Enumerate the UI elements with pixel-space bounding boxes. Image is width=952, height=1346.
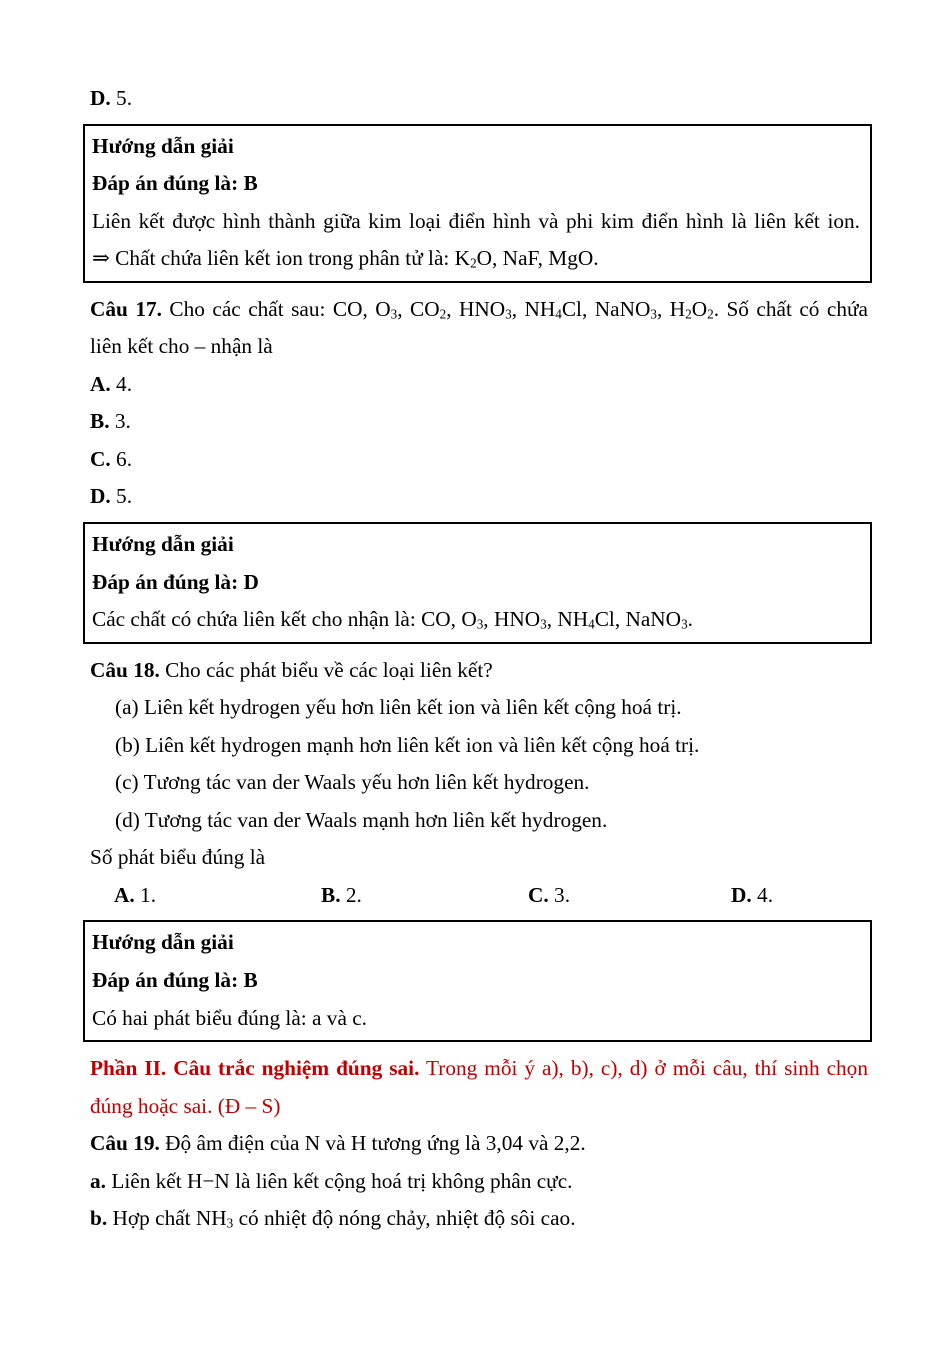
option-value: 6. xyxy=(116,446,133,471)
q18-option-a xyxy=(114,877,156,915)
option-value: 3. xyxy=(114,409,131,434)
question-17-text: Cho các chất sau: CO, $O_3$, $CO_2$, $HNO_3$, $NH_4Cl$, NaNO$_3$, $H_2O_2$. Số chất có chứa xyxy=(169,296,868,322)
question-17-line1 xyxy=(83,291,872,329)
item-text: Hợp chất $NH_3$ có nhiệt độ nóng chảy, nhiệt độ sôi cao. xyxy=(112,1206,576,1231)
option-value: 3. xyxy=(554,882,571,907)
solution-answer: Đáp án đúng là: D xyxy=(92,569,259,594)
solution-answer: Đáp án đúng là: B xyxy=(92,171,258,196)
option-label: B. xyxy=(321,882,341,907)
question-17-line2: liên kết cho – nhận là xyxy=(90,334,273,359)
solution-box-q16 xyxy=(83,124,872,283)
q19-item-b xyxy=(83,1200,872,1238)
part2-header-line1 xyxy=(83,1050,872,1088)
option-label: B. xyxy=(90,409,110,434)
option-value: 2. xyxy=(345,882,362,907)
solution-box-q18 xyxy=(83,920,872,1042)
q18-options-row xyxy=(83,877,872,915)
solution-box-q17 xyxy=(83,522,872,644)
solution-explanation: Liên kết được hình thành giữa kim loại điển hình và phi kim điển hình là liên kết ion. xyxy=(92,208,860,233)
item-label: a. xyxy=(90,1168,106,1193)
q18-option-b xyxy=(321,877,362,915)
prev-question-option-d xyxy=(83,80,872,118)
question-19-label: Câu 19. xyxy=(90,1131,160,1156)
option-label: C. xyxy=(90,446,111,471)
q18-option-c xyxy=(528,877,570,915)
q17-option-b xyxy=(83,403,872,441)
solution-explanation: Các chất có chứa liên kết cho nhận là: CO, $O_3$, $HNO_3$, $NH_4Cl$, NaNO$_3$. xyxy=(92,607,693,632)
part2-instruction: Trong mỗi ý a), b), c), d) ở mỗi câu, thí sinh chọn xyxy=(426,1056,868,1081)
question-17-label: Câu 17. xyxy=(90,296,162,321)
item-label: b. xyxy=(90,1206,108,1231)
q18-option-d xyxy=(731,877,773,915)
option-label: D. xyxy=(90,86,111,110)
solution-explanation: Có hai phát biểu đúng là: a và c. xyxy=(92,1005,368,1030)
option-label: D. xyxy=(90,484,111,509)
solution-answer: Đáp án đúng là: B xyxy=(92,968,258,993)
question-19-line xyxy=(83,1125,872,1163)
q18-statement-b: (b) Liên kết hydrogen mạnh hơn liên kết ion và liên kết cộng hoá trị. xyxy=(115,732,700,757)
q18-closing: Số phát biểu đúng là xyxy=(90,845,266,870)
q18-statement-c: (c) Tương tác van der Waals yếu hơn liên kết hydrogen. xyxy=(115,770,590,795)
option-label: A. xyxy=(90,371,111,396)
q19-item-a xyxy=(83,1163,872,1201)
document-page xyxy=(83,0,872,1238)
solution-heading: Hướng dẫn giải xyxy=(92,532,234,557)
q17-option-c xyxy=(83,441,872,479)
option-label: D. xyxy=(731,882,752,907)
q18-statement-a: (a) Liên kết hydrogen yếu hơn liên kết ion và liên kết cộng hoá trị. xyxy=(115,695,682,720)
item-text: Liên kết H−N là liên kết cộng hoá trị không phân cực. xyxy=(111,1168,573,1193)
question-18-text: Cho các phát biểu về các loại liên kết? xyxy=(165,657,493,682)
solution-heading: Hướng dẫn giải xyxy=(92,930,234,955)
solution-conclusion: ⇒ Chất chứa liên kết ion trong phân tử là: $K_2O$, NaF, MgO. xyxy=(92,246,599,271)
question-18-label: Câu 18. xyxy=(90,657,160,682)
option-value: 1. xyxy=(140,882,157,907)
question-19-text: Độ âm điện của N và H tương ứng là 3,04 và 2,2. xyxy=(165,1131,586,1156)
option-label: C. xyxy=(528,882,549,907)
solution-heading: Hướng dẫn giải xyxy=(92,133,234,158)
option-value: 5. xyxy=(116,484,133,509)
part2-title: Phần II. Câu trắc nghiệm đúng sai. xyxy=(90,1056,420,1081)
q17-option-a xyxy=(83,366,872,404)
q17-option-d xyxy=(83,478,872,516)
option-label: A. xyxy=(114,882,135,907)
q18-statement-d: (d) Tương tác van der Waals mạnh hơn liên kết hydrogen. xyxy=(115,807,608,832)
option-value: 4. xyxy=(757,882,774,907)
part2-header-line2: đúng hoặc sai. (Đ – S) xyxy=(90,1093,281,1118)
option-value: 5. xyxy=(116,86,133,110)
option-value: 4. xyxy=(116,371,133,396)
question-18-line xyxy=(83,652,872,690)
